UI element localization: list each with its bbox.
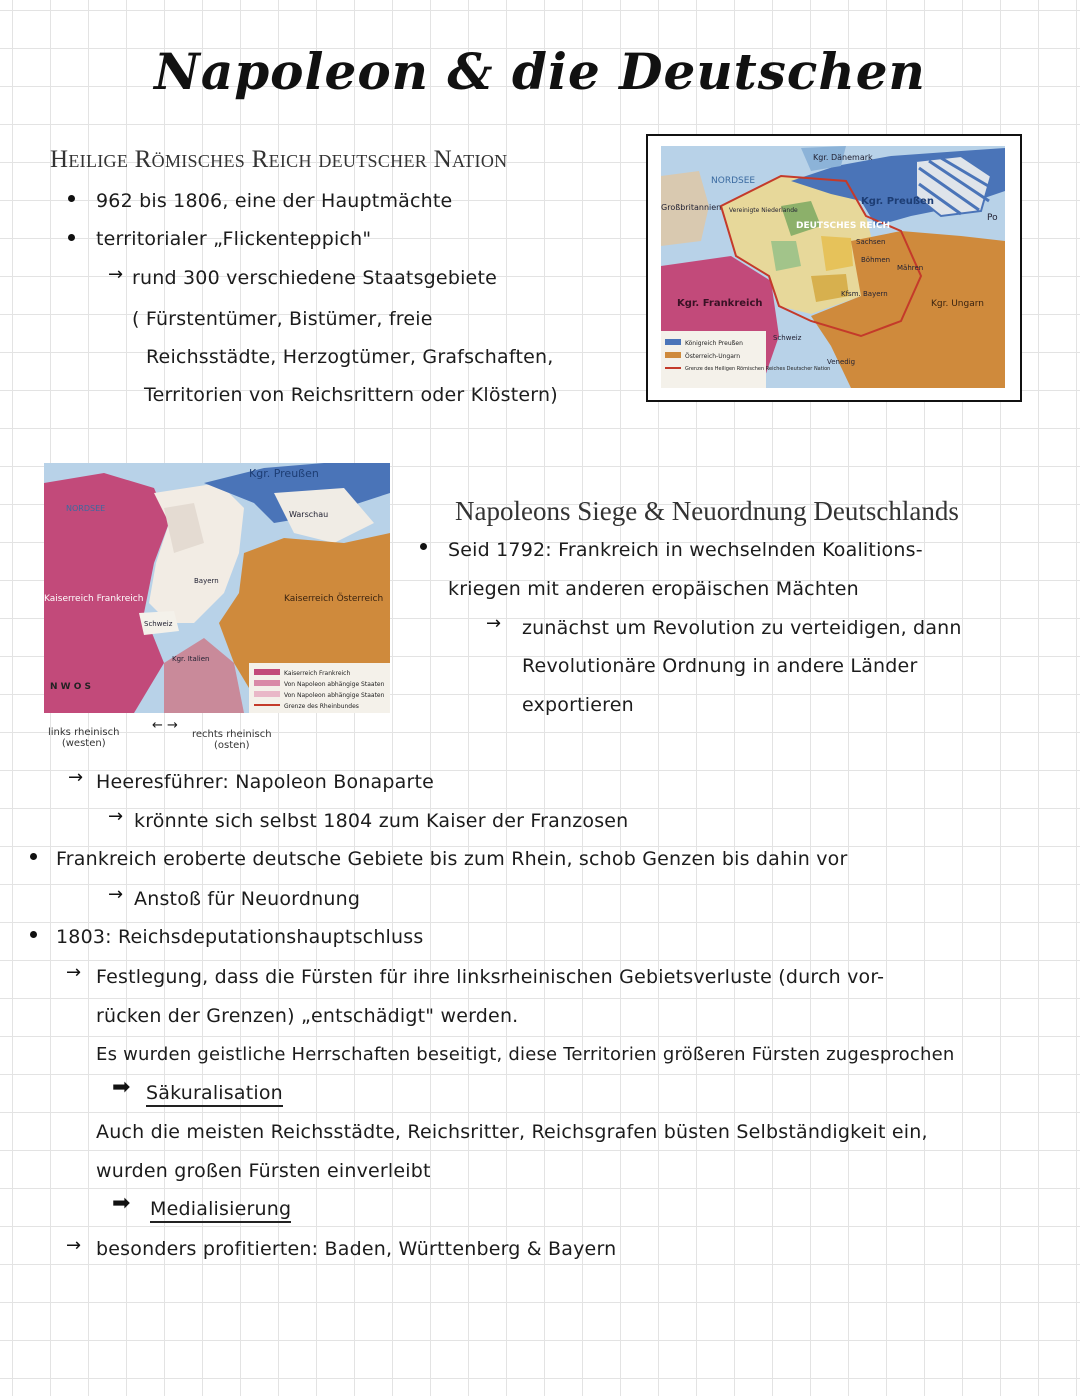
- map-label: Sachsen: [856, 238, 886, 246]
- page-title: Napoleon & die Deutschen: [154, 42, 926, 101]
- map-hre-frame: [646, 134, 1022, 402]
- map-legend-item: Grenze des Rheinbundes: [284, 703, 359, 710]
- map-label: Großbritannien: [661, 203, 722, 212]
- map-label: Kgr. Preußen: [249, 467, 319, 480]
- term-medialisierung: Medialisierung: [150, 1198, 291, 1223]
- map-label: Kaiserreich Österreich: [284, 594, 384, 604]
- entschaedigung-text: Festlegung, dass die Fürsten für ihre linksrheinischen Gebietsverluste (durch vor-: [96, 966, 885, 988]
- map-label: Bayern: [194, 577, 219, 585]
- section-heading-napoleon: Napoleons Siege & Neuordnung Deutschlands: [455, 496, 959, 526]
- hre-states-detail-line: Territorien von Reichsrittern oder Klöstern): [144, 384, 558, 406]
- coalition-wars-text: Seid 1792: Frankreich in wechselnden Koalitions-: [448, 539, 923, 561]
- map-label: Venedig: [827, 358, 856, 366]
- bold-arrow-icon: ➡: [112, 1075, 131, 1100]
- revolution-export-text: zunächst um Revolution zu verteidigen, dann: [522, 617, 962, 639]
- map-label: Kgr. Dänemark: [813, 153, 873, 162]
- map-napoleon-frame: [44, 463, 390, 713]
- caption-arrows: ← →: [152, 718, 178, 733]
- neuordnung-text: Anstoß für Neuordnung: [134, 888, 361, 910]
- map-label: Mähren: [897, 264, 924, 272]
- map-label: Kgr. Frankreich: [677, 298, 763, 309]
- map-label: Kfsm. Bayern: [841, 290, 888, 298]
- caption-left: [48, 728, 119, 749]
- map-label: DEUTSCHES REICH: [796, 221, 891, 231]
- map-label: Po: [987, 213, 998, 223]
- hre-states-detail-line: ( Fürstentümer, Bistümer, freie: [132, 308, 433, 330]
- entschaedigung-text: rücken der Grenzen) „entschädigt" werden.: [96, 1005, 519, 1027]
- arrow-right-icon: →: [108, 884, 124, 905]
- arrow-right-icon: →: [68, 767, 84, 788]
- map-legend-item: Von Napoleon abhängige Staaten: [284, 681, 385, 688]
- section-heading-hre: Heilige Römisches Reich deutscher Nation: [50, 146, 508, 173]
- coalition-wars-text: kriegen mit anderen eropäischen Mächten: [448, 578, 859, 600]
- map-legend-item: Österreich-Ungarn: [685, 353, 741, 360]
- profiteers-text: besonders profitierten: Baden, Württenberg & Bayern: [96, 1238, 617, 1260]
- bullet-point: [68, 234, 75, 241]
- hre-period-text: 962 bis 1806, eine der Hauptmächte: [96, 190, 453, 212]
- compass-rose-icon: N W O S: [50, 682, 91, 692]
- map-hre: [661, 146, 1005, 388]
- map-label: Böhmen: [861, 256, 891, 264]
- caption-right: [192, 730, 272, 751]
- map-label: Kgr. Ungarn: [931, 299, 984, 309]
- geistliche-text: Es wurden geistliche Herrschaften beseitigt, diese Territorien größeren Fürsten zugesprochen: [96, 1044, 955, 1065]
- map-legend-item: Kaiserreich Frankreich: [284, 670, 351, 677]
- term-saekularisation: Säkuralisation: [146, 1082, 283, 1107]
- map-label: NORDSEE: [66, 504, 106, 513]
- hre-states-text: rund 300 verschiedene Staatsgebiete: [132, 267, 497, 289]
- revolution-export-text: Revolutionäre Ordnung in andere Länder: [522, 655, 918, 677]
- map-legend-item: Von Napoleon abhängige Staaten: [284, 692, 385, 699]
- napoleon-commander-text: Heeresführer: Napoleon Bonaparte: [96, 771, 435, 793]
- map-label: Schweiz: [773, 334, 802, 342]
- arrow-right-icon: →: [66, 1235, 82, 1256]
- bold-arrow-icon: ➡: [112, 1191, 131, 1216]
- arrow-right-icon: →: [66, 962, 82, 983]
- bullet-point: [420, 543, 427, 550]
- caption-rechtsrheinisch: rechts rheinisch: [192, 729, 272, 740]
- map-napoleon: [44, 463, 390, 713]
- bullet-point: [30, 931, 37, 938]
- map-label: Vereinigte Niederlande: [729, 207, 798, 214]
- map-label: NORDSEE: [711, 176, 756, 186]
- caption-linksrheinisch: links rheinisch: [48, 727, 120, 738]
- caption-osten: (osten): [214, 739, 250, 751]
- map-label: Warschau: [289, 510, 329, 519]
- caption-westen: (westen): [61, 737, 106, 749]
- reichsstaedte-text: Auch die meisten Reichsstädte, Reichsritter, Reichsgrafen büsten Selbständigkeit ein,: [96, 1121, 928, 1143]
- reichsstaedte-text: wurden großen Fürsten einverleibt: [96, 1160, 431, 1182]
- hre-flickenteppich-text: territorialer „Flickenteppich": [96, 228, 372, 250]
- bullet-point: [68, 195, 75, 202]
- revolution-export-text: exportieren: [522, 694, 634, 716]
- map-label: Kgr. Italien: [172, 655, 210, 663]
- map-label: Kgr. Preußen: [861, 196, 934, 207]
- bullet-point: [30, 853, 37, 860]
- arrow-right-icon: →: [108, 264, 124, 285]
- napoleon-emperor-text: krönnte sich selbst 1804 zum Kaiser der Franzosen: [134, 810, 629, 832]
- reichsdeputation-text: 1803: Reichsdeputationshauptschluss: [56, 926, 424, 948]
- france-conquest-text: Frankreich eroberte deutsche Gebiete bis zum Rhein, schob Genzen bis dahin vor: [56, 848, 848, 870]
- map-legend-item: Königreich Preußen: [685, 340, 743, 347]
- map-label: Kaiserreich Frankreich: [44, 594, 144, 604]
- map-legend-item: Grenze des Heiligen Römischen Reiches Deutscher Nation: [685, 366, 831, 372]
- arrow-right-icon: →: [108, 806, 124, 827]
- hre-states-detail-line: Reichsstädte, Herzogtümer, Grafschaften,: [146, 346, 554, 368]
- map-label: Schweiz: [144, 620, 173, 628]
- arrow-right-icon: →: [486, 613, 502, 634]
